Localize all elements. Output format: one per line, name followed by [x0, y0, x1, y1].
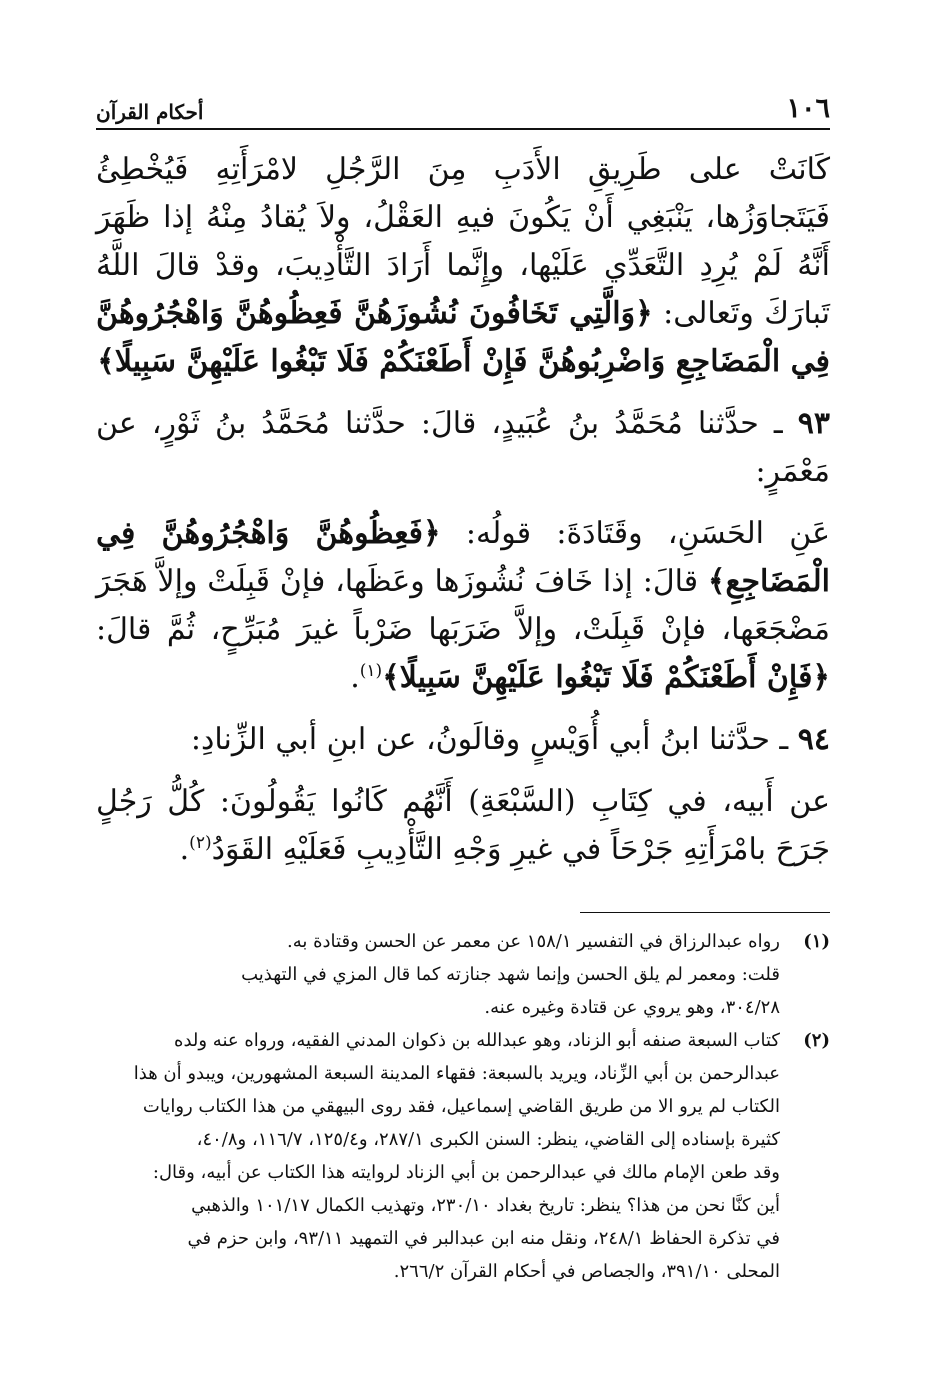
main-text: [96, 146, 830, 874]
footnote-line: عبدالرحمن بن أبي الزِّناد، ويريد بالسبعة: فقهاء المدينة السبعة المشهورين، ويبدو أن هذا: [133, 1063, 780, 1084]
footnote-line: وقد طعن الإمام مالك في عبدالرحمن بن أبي الزناد لروايته هذا الكتاب عن أبيه، وقال:: [152, 1162, 780, 1183]
hadith-94-text: [96, 778, 830, 874]
hadith-text: عَنِ الحَسَنِ، وقَتَادَةَ: قولُه:: [440, 516, 830, 551]
footnote-ref-2: (٢): [189, 833, 212, 853]
hadith-text: قالَ: إذا خَافَ نُشُوزَها وعَظَها، فإنْ قَبِلَتْ وإلاَّ هَجَرَ مَضْجَعَها، فإنْ قَبِلَتْ، وإلاَّ ضَرَبَها ضَرْباً غيرَ مُبَرِّحٍ، ثُمَّ قالَ:: [96, 564, 830, 647]
footnote-divider: [580, 912, 830, 913]
quran-verse: ﴿وَالَّتِي تَخَافُونَ نُشُوزَهُنَّ فَعِظُوهُنَّ وَاهْجُرُوهُنَّ فِي الْمَضَاجِعِ وَاضْرِبُوهُنَّ فَإِنْ أَطَعْنَكُمْ فَلَا تَبْغُوا عَلَيْهِنَّ سَبِيلًا﴾: [96, 296, 830, 379]
footnote-line: أين كنَّا نحن من هذا؟ ينظر: تاريخ بغداد ٢٣٠/١٠، وتهذيب الكمال ١٠١/١٧ والذهبي: [191, 1195, 780, 1216]
period: .: [350, 660, 360, 695]
running-title: أحكام القرآن: [96, 100, 204, 124]
commentary-text: كَانَتْ على طَرِيقِ الأَدَبِ مِنَ الرَّجُلِ لامْرَأَتِهِ فَيُخْطِئُ فَيَتَجاوَزُها، يَنْبَغِي أَنْ يَكُونَ فيهِ العَقْلُ، ولاَ يُقادُ مِنْهُ إذا ظَهَرَ أَنَّهُ لَمْ يُرِدِ التَّعَدِّي عَلَيْها، وإِنَّما أَرَادَ التَّأْدِيبَ، وقدْ قالَ اللَّهُ تَبارَكَ وتَعالى:: [96, 152, 830, 331]
hadith-93-text: [96, 510, 830, 702]
footnotes: [96, 925, 830, 1288]
hadith-text: عن أَبيه، في كِتَابِ (السَّبْعَةِ) أَنَّهُم كَانُوا يَقُولُونَ: كُلُّ رَجُلٍ جَرَحَ بامْرَأَتِهِ جَرْحَاً في غيرِ وَجْهِ التَّأْدِيبِ فَعَلَيْهِ القَوَدُ: [96, 784, 830, 867]
footnote-line: قلت: ومعمر لم يلق الحسن وإنما شهد جنازته كما قال المزي في التهذيب: [241, 964, 780, 985]
footnote-line: كتاب السبعة صنفه أبو الزناد، وهو عبدالله بن ذكوان المدني الفقيه، ورواه عنه ولده: [174, 1030, 780, 1051]
footnote-body: [96, 925, 780, 1024]
footnote-mark: (٢): [803, 1030, 830, 1051]
footnote-ref-1: (١): [359, 661, 383, 681]
paragraph-commentary: [96, 146, 830, 386]
footnote-mark: (١): [803, 931, 830, 952]
book-page: [96, 84, 830, 1288]
hadith-94-isnad: [96, 716, 830, 764]
page-header: [96, 84, 830, 130]
isnad-text: ـ حدَّثنا ابنُ أبي أُوَيْسٍ وقالَونُ، عن ابنِ أبي الزِّنادِ:: [190, 722, 798, 757]
footnote-line: ٣٠٤/٢٨، وهو يروي عن قتادة وغيره عنه.: [484, 997, 780, 1018]
footnote-line: في تذكرة الحفاظ ٢٤٨/١، ونقل منه ابن عبدالبر في التمهيد ٩٣/١١، وابن حزم في: [187, 1228, 780, 1249]
period: .: [179, 832, 190, 867]
footnote-body: [96, 1024, 780, 1288]
footnote-1: [96, 925, 830, 1024]
hadith-number: ٩٣: [797, 406, 830, 441]
isnad-text: ـ حدَّثنا مُحَمَّدُ بنُ عُبَيدٍ، قالَ: حدَّثنا مُحَمَّدُ بنُ ثَوْرٍ، عن مَعْمَرٍ:: [96, 406, 830, 489]
quran-verse: ﴿فَعِظُوهُنَّ وَاهْجُرُوهُنَّ فِي الْمَضَاجِعِ﴾: [96, 516, 830, 599]
quran-verse: ﴿فَإِنْ أَطَعْنَكُمْ فَلَا تَبْغُوا عَلَيْهِنَّ سَبِيلًا﴾: [382, 660, 830, 695]
footnote-2: [96, 1024, 830, 1288]
hadith-number: ٩٤: [797, 722, 830, 757]
hadith-93-isnad: [96, 400, 830, 496]
footnote-line: المحلى ٣٩١/١٠، والجصاص في أحكام القرآن ٢٦٦/٢.: [393, 1261, 780, 1282]
footnote-line: كثيرة بإسناده إلى القاضي، ينظر: السنن الكبرى ٢٨٧/١، و١٢٥/٤، ١١٦/٧، و٤٠/٨،: [196, 1129, 780, 1150]
page-number: ١٠٦: [786, 93, 830, 124]
footnote-line: رواه عبدالرزاق في التفسير ١٥٨/١ عن معمر عن الحسن وقتادة به.: [287, 931, 780, 952]
footnote-line: الكتاب لم يرو الا من طريق القاضي إسماعيل، فقد روى البيهقي من هذا الكتاب روايات: [142, 1096, 780, 1117]
